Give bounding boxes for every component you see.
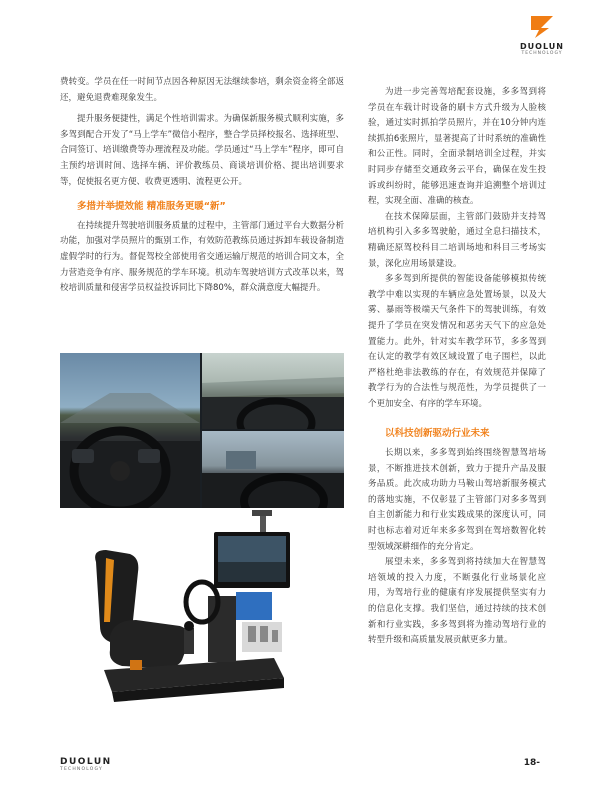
right-paragraph-5: 展望未来，多多驾到将持续加大在智慧驾培领域的投入力度，不断强化行业场景化应用，为驾培行业的健康有序发展提供坚实有力的信息化支撑。我们坚信，通过持续的技术创新和行业实践，多多驾到将为推动驾培行业的转型升级和高质量发展贡献更多力量。 [368,557,546,646]
brand-logo [508,14,576,56]
logo-subtext: TECHNOLOGY [521,51,563,56]
simulator-screens-photo [60,353,344,508]
left-paragraph-0: 费转变。学员在任一时间节点因各种原因无法继续参培，剩余资金将全部返还，避免退费难现象发生。 [60,77,344,103]
left-paragraph-1: 提升服务便捷性，满足个性培训需求。为确保新服务模式顺利实施，多多驾到配合开发了“马上学车”微信小程序，整合学员择校报名、选择班型、合同签订、培训缴费等办理流程及功能。学员通过“马上学车”程序，即可自主预约培训时间、选择车辆、评价教练员、商谈培训价格、提出培训要求等，促使报名更方便、收费更透明、流程更公开。 [60,114,344,187]
section-heading-efficiency: 多措并举提效能 精准服务更暖“新” [77,201,226,213]
photo-dashboard-view [202,353,344,429]
photo-wheel-view [202,431,344,508]
driving-simulator-image [84,510,299,720]
right-paragraph-1: 为进一步完善驾培配套设施，多多驾到将学员在车载计时设备的刷卡方式升级为人脸核验，通过实时抓拍学员照片，并在10分钟内连续抓拍6张照片，显著提高了计时系统的准确性和公正性。同时，全面录制培训全过程，并实时同步存储至交通政务云平台，确保在发生投诉或纠纷时，能够迅速查询并追溯整个培训过程，实现全面、准确的核查。 [368,87,546,207]
photo-cockpit-view [60,353,200,508]
logo-text: DUOLUN [520,42,564,51]
logo-mark-icon [527,14,557,40]
footer-logo-text: DUOLUN [60,757,112,767]
left-column [60,75,344,297]
footer-logo [60,757,112,772]
right-paragraph-4: 长期以来，多多驾到始终围绕智慧驾培场景，不断推进技术创新，致力于提升产品及服务品质。此次成功助力马鞍山驾培新服务模式的落地实施，不仅彰显了主管部门对多多驾到自主创新能力和行业实践成果的深度认可，同时也标志着对近年来多多驾到在驾培数智化转型领域深耕细作的充分肯定。 [368,448,546,552]
footer-logo-subtext: TECHNOLOGY [60,767,103,772]
section-heading-innovation: 以科技创新驱动行业未来 [385,428,490,440]
right-paragraph-3: 多多驾到所提供的智能设备能够模拟传统教学中难以实现的车辆应急处置场景，以及大雾、暴雨等极端天气条件下的驾驶训练，有效提升了学员在突发情况和恶劣天气下的应急处置能力。此外，针对实车教学环节，多多驾到在认定的教学有效区域设置了电子围栏，以此严格杜绝非法教练的存在，有效规范并保障了教学行为的合法性与规范性，为学员提供了一个更加安全、有序的学车环境。 [368,274,546,409]
right-column [368,85,546,649]
page-number: 18- [523,758,540,768]
right-paragraph-2: 在技术保障层面，主管部门鼓励并支持驾培机构引入多多驾驶舱，通过全息扫描技术，精确还原驾校科目二培训场地和科目三考场实景，深化应用场景建设。 [368,211,546,269]
left-paragraph-2: 在持续提升驾驶培训服务质量的过程中，主管部门通过平台大数据分析功能，加强对学员照片的甄别工作，有效防范教练员通过拆卸车载设备制造虚假学时的行为。督促驾校全部使用省交通运输厅规范的培训合同文本，全力营造竞争有序、服务规范的学车环境。机动车驾驶培训方式改革以来，驾校培训质量和侵害学员权益投诉同比下降80%，群众满意度大幅提升。 [60,220,344,294]
